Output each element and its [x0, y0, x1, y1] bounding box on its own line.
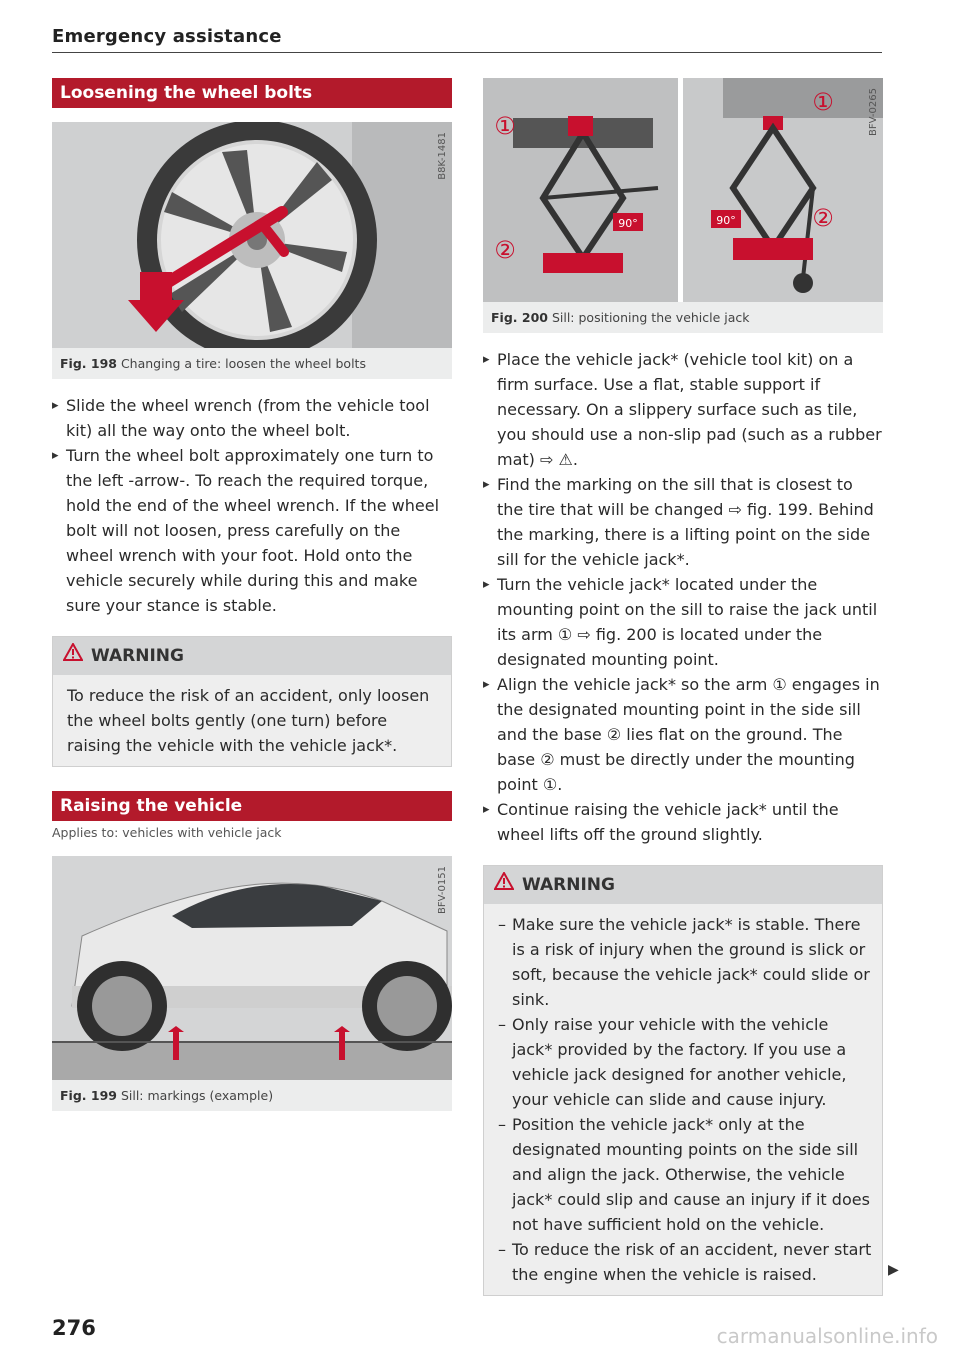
figure-200-caption: [483, 302, 883, 333]
label-arm-right: ①: [812, 88, 834, 116]
list-item: ▸ Turn the vehicle jack* located under the mounting point on the sill to raise the jack until its arm ① ⇨ fig. 200 is located under the designated mounting point.: [483, 572, 883, 672]
right-column: [483, 78, 883, 1296]
list-item: ▸ Find the marking on the sill that is closest to the tire that will be changed ⇨ fig. 199. Behind the marking, there is a lifting point on the side sill for the vehicle jack*.: [483, 472, 883, 572]
list-item: ▸ Turn the wheel bolt approximately one turn to the left -arrow-. To reach the required torque, hold the end of the wheel wrench. If the wheel bolt will not loosen, press carefully on the wheel wrench with your foot. Hold onto the vehicle securely while during this and make sure your stance is stable.: [52, 443, 452, 618]
figure-200-text: Sill: positioning the vehicle jack: [551, 310, 750, 325]
figure-199-number: Fig. 199: [60, 1088, 117, 1103]
applies-to: Applies to: vehicles with vehicle jack: [52, 825, 282, 840]
figure-198-text: Changing a tire: loosen the wheel bolts: [120, 356, 366, 371]
figure-199-text: Sill: markings (example): [120, 1088, 274, 1103]
loosening-steps: [52, 393, 452, 618]
car-sill-illustration: [52, 856, 452, 1080]
list-item: ▸ Place the vehicle jack* (vehicle tool kit) on a firm surface. Use a flat, stable support if necessary. On a slippery surface such as tile, you should use a non-slip pad (such as a rubber mat) ⇨ ⚠.: [483, 347, 883, 472]
figure-198-image: [52, 122, 452, 348]
warning-triangle-icon: [494, 872, 514, 898]
left-column: [52, 78, 452, 1111]
angle-label-left: 90°: [618, 217, 638, 230]
list-item: ▸ Continue raising the vehicle jack* until the wheel lifts off the ground slightly.: [483, 797, 883, 847]
warning-item: – To reduce the risk of an accident, never start the engine when the vehicle is raised.: [498, 1237, 872, 1287]
figure-200-number: Fig. 200: [491, 310, 548, 325]
section-title-loosening: Loosening the wheel bolts: [52, 78, 452, 108]
warning-header: [53, 637, 451, 675]
figure-200: [483, 78, 883, 333]
warning-box-loosening: [52, 636, 452, 767]
page-number: 276: [52, 1316, 96, 1340]
raising-steps: [483, 347, 883, 847]
figure-199: [52, 856, 452, 1111]
figure-198: [52, 122, 452, 379]
warning-list: [484, 904, 882, 1295]
list-item: ▸ Align the vehicle jack* so the arm ① engages in the designated mounting point in the side sill and the base ② lies flat on the ground. The base ② must be directly under the mounting point ①.: [483, 672, 883, 797]
warning-triangle-icon: [63, 643, 83, 669]
label-base-left: ②: [494, 236, 516, 264]
figure-199-image: [52, 856, 452, 1080]
wheel-wrench-illustration: [52, 122, 452, 348]
figure-200-image: [483, 78, 883, 302]
header-divider: [52, 52, 882, 53]
figure-198-number: Fig. 198: [60, 356, 117, 371]
section-title-raising: Raising the vehicle: [52, 791, 452, 821]
warning-item: – Only raise your vehicle with the vehicle jack* provided by the factory. If you use a vehicle jack designed for another vehicle, your vehicle can slide and cause injury.: [498, 1012, 872, 1112]
jack-positioning-illustration: [483, 78, 883, 302]
section-header: Emergency assistance: [52, 26, 282, 47]
warning-text: To reduce the risk of an accident, only loosen the wheel bolts gently (one turn) before raising the vehicle with the vehicle jack*.: [53, 675, 451, 766]
list-item: ▸ Slide the wheel wrench (from the vehicle tool kit) all the way onto the wheel bolt.: [52, 393, 452, 443]
warning-header: [484, 866, 882, 904]
figure-200-code: BFV-0265: [868, 88, 879, 136]
angle-label-right: 90°: [716, 214, 736, 227]
figure-199-caption: [52, 1080, 452, 1111]
figure-199-code: BFV-0151: [437, 866, 448, 914]
label-base-right: ②: [812, 204, 834, 232]
warning-title: WARNING: [522, 875, 615, 895]
watermark: carmanualsonline.info: [716, 1324, 938, 1348]
warning-item: – Position the vehicle jack* only at the designated mounting points on the side sill and align the jack. Otherwise, the vehicle jack* could slip and cause an injury if it does not have sufficient hold on the vehicle.: [498, 1112, 872, 1237]
continued-arrow-icon: ▶: [888, 1262, 899, 1278]
warning-title: WARNING: [91, 646, 184, 666]
warning-box-raising: [483, 865, 883, 1296]
figure-198-code: B8K-1481: [437, 132, 448, 180]
warning-item: – Make sure the vehicle jack* is stable. There is a risk of injury when the ground is slick or soft, because the vehicle jack* could slide or sink.: [498, 912, 872, 1012]
label-arm-left: ①: [494, 112, 516, 140]
figure-198-caption: [52, 348, 452, 379]
